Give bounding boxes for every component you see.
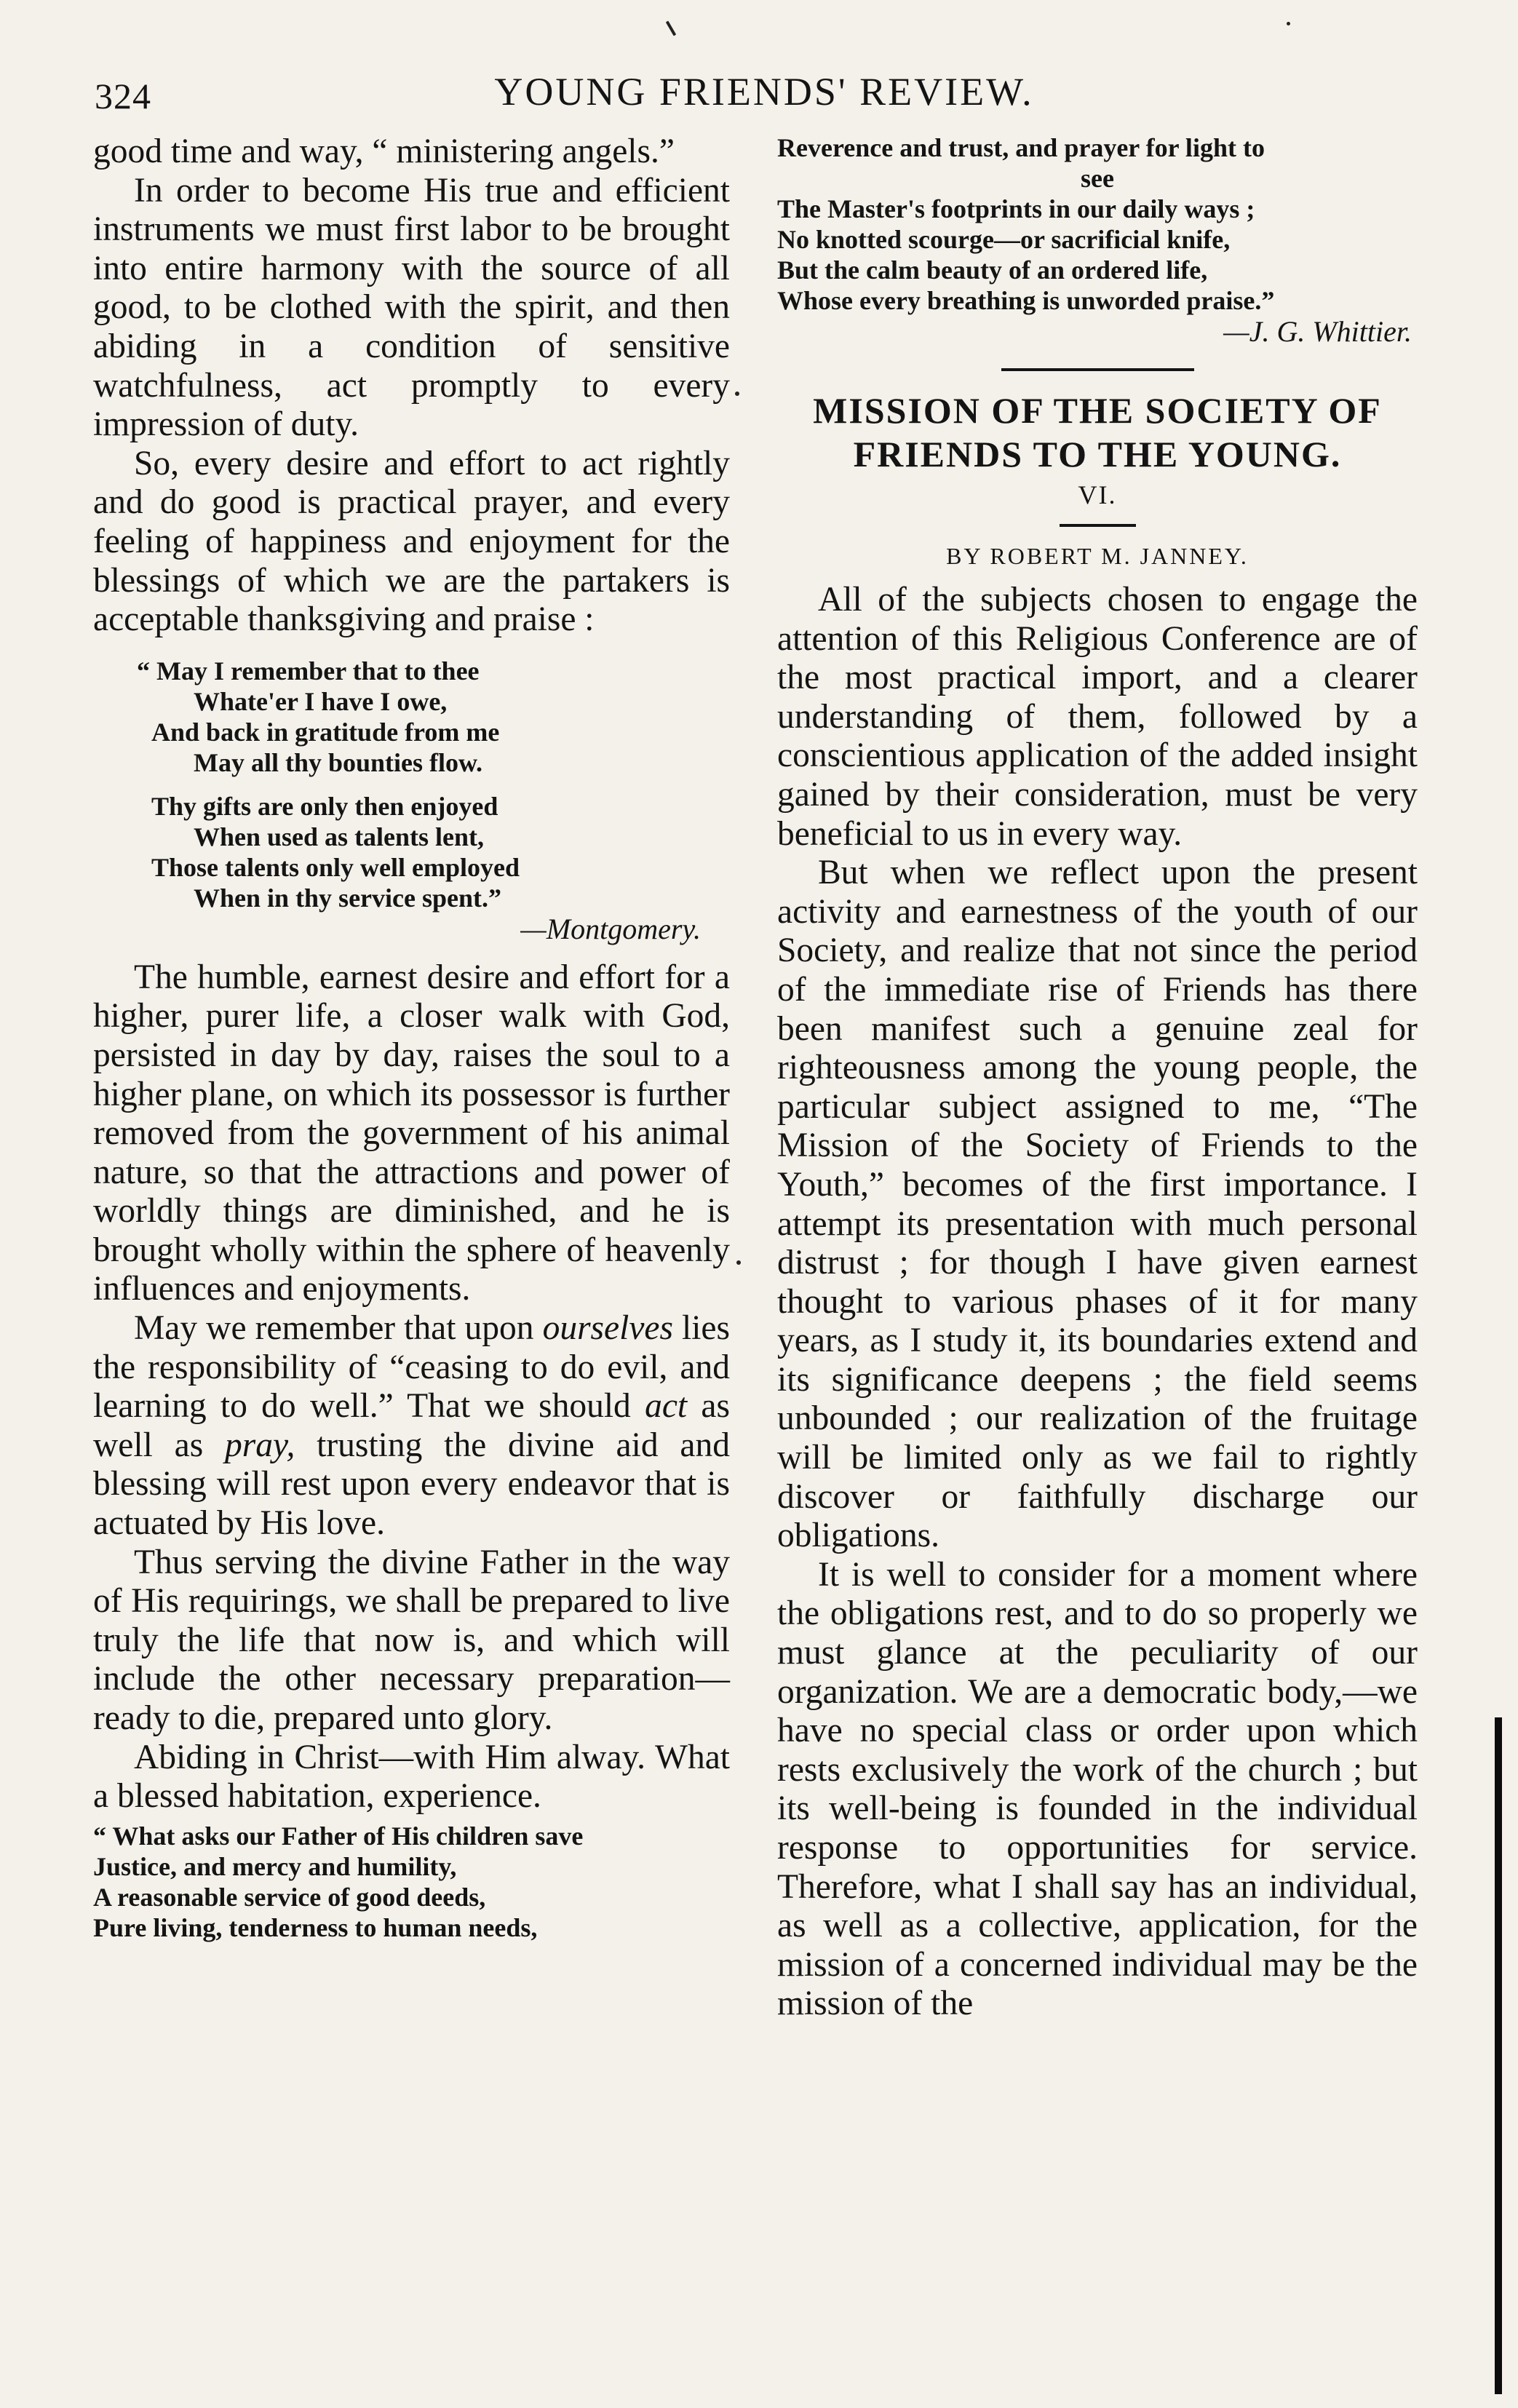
paragraph: It is well to consider for a moment where the obligations rest, and to do so properly we must glance at the peculiarity of our organization. We are a democratic body,—we have no special class or order upon which rests exclusively the work of the church ; but its well-being is founded in the individual response to opportunities for service. Therefore, what I shall say has an individual, as well as a collective, application, for the mission of a concerned individual may be the mission of the: [777, 1555, 1418, 2023]
stanza-gap: [137, 778, 730, 791]
article-number: VI.: [1078, 480, 1117, 509]
running-title: YOUNG FRIENDS' REVIEW.: [494, 70, 1034, 114]
poem-line: No knotted scourge—or sacrificial knife,: [777, 225, 1231, 254]
scan-speck: [1287, 22, 1290, 25]
attribution: —Montgomery.: [520, 912, 701, 945]
paragraph: All of the subjects chosen to engage the attention of this Religious Conference are of the most practical import, and a clearer understanding of them, followed by a conscientious application of the added insight gained by their consideration, must be very beneficial to us in every way.: [777, 581, 1418, 853]
spacer: [93, 945, 730, 958]
poem-line: When used as talents lent,: [194, 822, 485, 851]
poem-line: May all thy bounties flow.: [194, 747, 483, 777]
text-run: lies the responsibility of “ceasing to do evil, and learning to do well.” That we should: [93, 1309, 730, 1426]
page-header: [87, 69, 1441, 127]
article-title: MISSION OF THE SOCIETY OF FRIENDS TO THE YOUNG.: [813, 390, 1382, 474]
left-column: [93, 132, 730, 1943]
paragraph: [93, 1309, 730, 1543]
paragraph: good time and way, “ ministering angels.”: [93, 132, 675, 170]
poem-line: “ May I remember that to thee: [137, 656, 480, 686]
scan-speck: [666, 20, 676, 36]
poem-line: But the calm beauty of an ordered life,: [777, 255, 1208, 285]
poem-line: Whate'er I have I owe,: [194, 686, 448, 716]
emphasis: act: [645, 1387, 688, 1426]
section-rule: [1001, 368, 1194, 371]
poem-line: Whose every breathing is unworded praise.”: [777, 286, 1275, 315]
poem-whittier-end: [777, 132, 1418, 316]
text-run: as well as: [93, 1387, 730, 1464]
poem-line: Those talents only well employed: [151, 852, 520, 882]
poem-line: And back in gratitude from me: [151, 717, 500, 747]
poem-line: “ What asks our Father of His children save: [93, 1821, 584, 1851]
byline: BY ROBERT M. JANNEY.: [946, 543, 1249, 569]
poem-line: see: [1081, 164, 1114, 193]
poem-montgomery: [93, 656, 730, 913]
poem-line: Reverence and trust, and prayer for light to: [777, 133, 1265, 162]
text-run: May we remember that upon: [134, 1309, 543, 1348]
paragraph: The humble, earnest desire and effort for a higher, purer life, a closer walk with God, persisted in day by day, raises the soul to a higher plane, on which its possessor is further removed from the government of his animal nature, so that the attractions and power of worldly things are diminished, and he is brought wholly within the sphere of heavenly influences and enjoyments.: [93, 958, 730, 1308]
poem-line: Thy gifts are only then enjoyed: [151, 791, 498, 821]
paragraph: Thus serving the divine Father in the way of His requirings, we shall be prepared to live truly the life that now is, and which will include the other necessary preparation—ready to die, prepared unto glory.: [93, 1543, 730, 1737]
scan-speck: [735, 392, 739, 396]
paragraph: In order to become His true and efficient instruments we must first labor to be brought into entire harmony with the source of all good, to be clothed with the spirit, and then abiding in a condition of sensitive watchfulness, act promptly to every impression of duty.: [93, 171, 730, 444]
emphasis: pray,: [225, 1426, 295, 1464]
poem-line: A reasonable service of good deeds,: [93, 1882, 486, 1912]
paragraph: Abiding in Christ—with Him alway. What a blessed habitation, experience.: [93, 1738, 730, 1816]
poem-whittier-start: [93, 1821, 730, 1943]
emphasis: ourselves: [542, 1309, 673, 1348]
paragraph: But when we reflect upon the present activity and earnestness of the youth of our Society, and realize that not since the period of the immediate rise of Friends has there been manifest such a genuine zeal for righteousness among the young people, the particular subject assigned to me, “The Mission of the Society of Friends to the Youth,” becomes of the first importance. I attempt its presentation with much personal distrust ; for though I have given earnest thought to various phases of it for many years, as I study it, its boundaries extend and its significance deepens ; the field seems unbounded ; our realization of the fruitage will be limited only as we fail to rightly discover or faithfully discharge our obligations.: [777, 854, 1418, 1555]
scan-speck: [736, 1260, 741, 1265]
title-rule: [1060, 524, 1136, 527]
right-column: [777, 132, 1418, 2024]
poem-line: Pure living, tenderness to human needs,: [93, 1912, 538, 1942]
page-number: 324: [95, 76, 151, 116]
scan-margin-bar: [1495, 1717, 1502, 2394]
poem-line: When in thy service spent.”: [194, 883, 501, 913]
poem-line: The Master's footprints in our daily ways ;: [777, 194, 1255, 223]
attribution: —J. G. Whittier.: [1223, 315, 1412, 348]
poem-line: Justice, and mercy and humility,: [93, 1851, 457, 1881]
paragraph: So, every desire and effort to act rightly and do good is practical prayer, and every feeling of happiness and enjoyment for the blessings of which we are the partakers is acceptable thanksgiving and praise :: [93, 444, 730, 639]
text-run: trusting the divine aid and blessing will rest upon every endeavor that is actuated by His love.: [93, 1426, 730, 1543]
